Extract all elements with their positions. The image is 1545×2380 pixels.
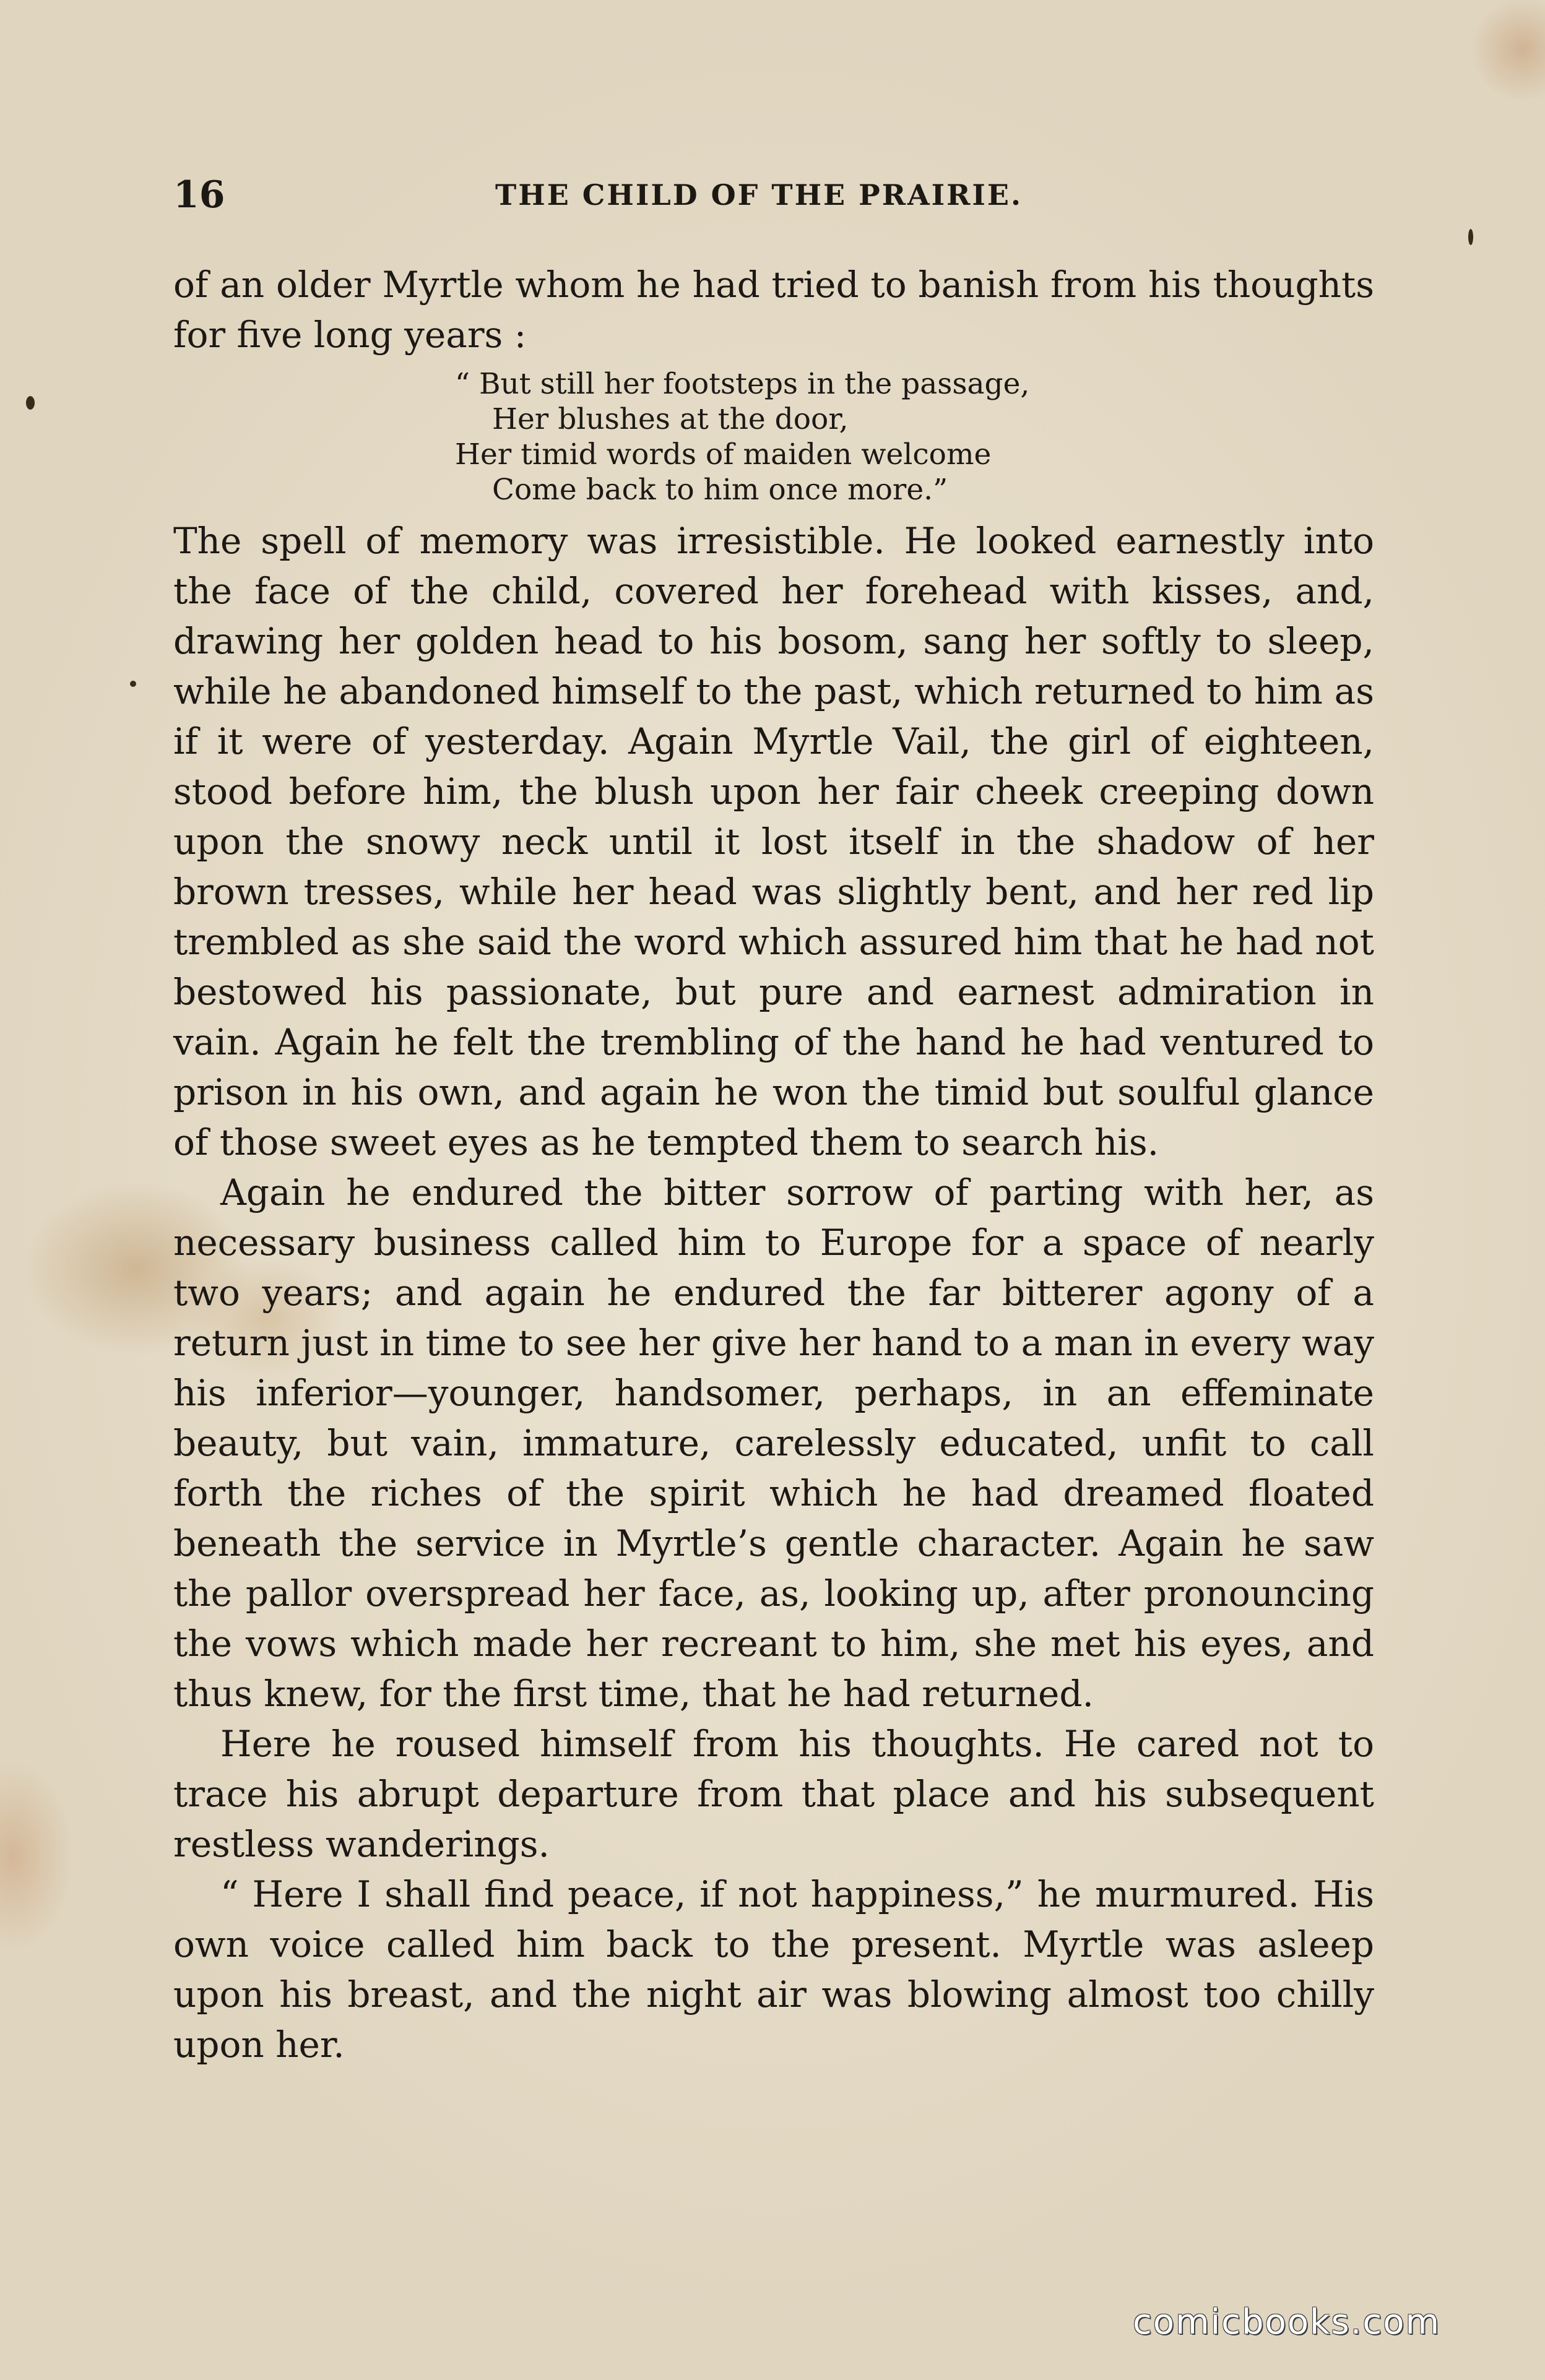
verse-quotation: [173, 366, 1374, 507]
verse-line: Her blushes at the door,: [492, 402, 849, 436]
paragraph: Again he endured the bitter sorrow of parting with her, as necessary business called him to Europe for a space of nearly two years; and again he endured the far bitterer agony of a return just in time to see her give her hand to a man in every way his inferior—younger, handsomer, perhaps, in an effeminate beauty, but vain, immature, carelessly educated, unfit to call forth the riches of the spirit which he had dreamed floated beneath the service in Myrtle’s gentle character. Again he saw the pallor overspread her face, as, looking up, after pronouncing the vows which made her recreant to him, she met his eyes, and thus knew, for the first time, that he had returned.: [173, 1171, 1374, 1715]
watermark: comicbooks.com: [1133, 2302, 1441, 2342]
page-header: [173, 173, 1349, 217]
verse-line: Come back to him once more.”: [492, 473, 948, 507]
paragraph: The spell of memory was irresistible. He looked earnestly into the face of the child, covered her forehead with kisses, and, drawing her golden head to his bosom, sang her softly to sleep, while he abandoned himself to the past, which returned to him as if it were of yesterday. Again Myrtle Vail, the girl of eighteen, stood before him, the blush upon her fair cheek creeping down upon the snowy neck until it lost itself in the shadow of her brown tresses, while her head was slightly bent, and her red lip trembled as she said the word which assured him that he had not bestowed his passionate, but pure and earnest admiration in vain. Again he felt the trembling of the hand he had ventured to prison in his own, and again he won the timid but soulful glance of those sweet eyes as he tempted them to search his.: [173, 520, 1374, 1163]
verse-line: Her timid words of maiden welcome: [455, 438, 992, 472]
ink-speck: [130, 681, 136, 687]
running-head: THE CHILD OF THE PRAIRIE.: [495, 178, 1023, 212]
ink-speck: [26, 396, 35, 410]
paragraph: Here he roused himself from his thoughts. He cared not to trace his abrupt departure from that place and his subsequent restless wanderings.: [173, 1723, 1374, 1865]
paragraph: “ Here I shall find peace, if not happiness,” he murmured. His own voice called him back to the present. Myrtle was asleep upon his breast, and the night air was blowing almost too chilly upon her.: [173, 1873, 1374, 2066]
ink-speck: [1468, 229, 1473, 245]
body-text: [173, 260, 1374, 2070]
intro-paragraph: of an older Myrtle whom he had tried to banish from his thoughts for five long years :: [173, 264, 1374, 356]
verse-line: “ But still her footsteps in the passage,: [455, 367, 1030, 401]
page-number: 16: [173, 173, 225, 217]
